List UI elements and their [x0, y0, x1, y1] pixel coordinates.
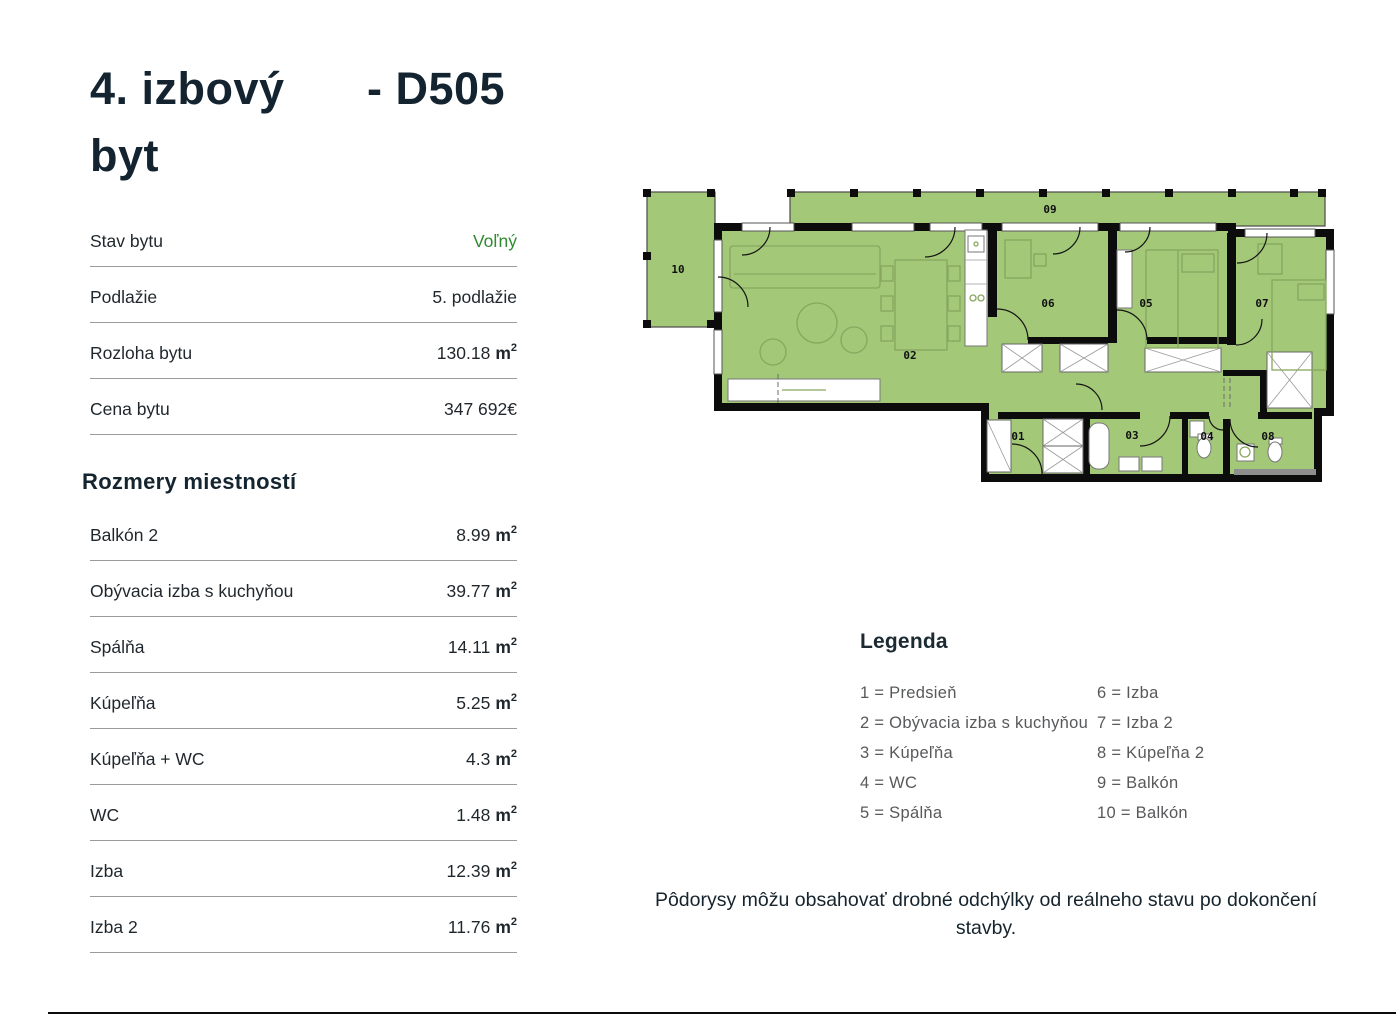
unit-label: $m^2$ — [495, 692, 517, 713]
balcony-9-area — [790, 192, 1325, 226]
row-value: Voľný — [472, 231, 517, 251]
table-row — [90, 505, 517, 561]
row-label: WC — [90, 805, 120, 825]
table-row — [90, 729, 517, 785]
unit-label: $m^2$ — [495, 804, 517, 825]
room-label: 01 — [1011, 430, 1025, 443]
row-label: Izba — [90, 861, 124, 881]
table-row — [90, 841, 517, 897]
legend-item: 9 = Balkón — [1097, 774, 1179, 792]
balcony-10-area — [647, 192, 715, 327]
unit-superscript: 2 — [510, 804, 517, 817]
row-label: Cena bytu — [90, 399, 170, 419]
legend-item: 10 = Balkón — [1097, 804, 1188, 822]
unit-label: $m^2$ — [495, 860, 517, 881]
table-row — [90, 211, 517, 267]
row-value: 11.76 $m^2$ — [447, 916, 517, 937]
legend-item: 6 = Izba — [1097, 684, 1159, 702]
apartment-title — [90, 55, 517, 189]
table-row — [90, 617, 517, 673]
row-label: Spálňa — [90, 637, 145, 657]
apartment-number: - D505 — [367, 63, 506, 114]
row-label: Rozloha bytu — [90, 343, 193, 363]
legend-item: 3 = Kúpeľňa — [860, 744, 953, 762]
row-label: Stav bytu — [90, 231, 163, 251]
row-label: Balkón 2 — [90, 525, 159, 545]
row-value: 4.3 $m^2$ — [465, 748, 517, 769]
table-row — [90, 267, 517, 323]
unit-label: $m^2$ — [495, 524, 517, 545]
rooms-heading: Rozmery miestností — [82, 469, 297, 494]
legend-item: 4 = WC — [860, 774, 918, 792]
unit-superscript: 2 — [510, 342, 517, 355]
room-label: 05 — [1139, 297, 1153, 310]
room-label: 03 — [1125, 429, 1139, 442]
room-label: 08 — [1261, 430, 1275, 443]
unit-label: $m^2$ — [495, 580, 517, 601]
table-row — [90, 561, 517, 617]
unit-label: $m^2$ — [495, 636, 517, 657]
row-value: 347 692€ — [444, 399, 517, 419]
unit-superscript: 2 — [510, 636, 517, 649]
unit-superscript: 2 — [510, 524, 517, 537]
unit-superscript: 2 — [510, 692, 517, 705]
row-value: 14.11 $m^2$ — [447, 636, 517, 657]
unit-label: $m^2$ — [495, 916, 517, 937]
legend-column-2 — [1097, 678, 1330, 828]
room-table — [90, 505, 517, 953]
room-label: 09 — [1043, 203, 1057, 216]
left-panel — [82, 55, 517, 953]
row-label: Izba 2 — [90, 917, 138, 937]
row-value: 8.99 $m^2$ — [456, 524, 517, 545]
detail-table — [90, 211, 517, 435]
row-label: Kúpeľňa + WC — [90, 749, 205, 769]
legend-columns — [860, 678, 1330, 828]
row-value: 39.77 $m^2$ — [446, 580, 517, 601]
legend-column-1 — [860, 678, 1097, 828]
row-value: 1.48 $m^2$ — [456, 804, 517, 825]
table-row — [90, 379, 517, 435]
row-value: 130.18 $m^2$ — [436, 342, 517, 363]
unit-superscript: 2 — [510, 860, 517, 873]
legend-item: 2 = Obývacia izba s kuchyňou — [860, 714, 1089, 732]
row-value: 5. podlažie — [432, 287, 517, 307]
table-row — [90, 897, 517, 953]
row-value: 12.39 $m^2$ — [446, 860, 517, 881]
legend-item: 5 = Spálňa — [860, 804, 943, 822]
row-value: 5.25 $m^2$ — [456, 692, 517, 713]
table-row — [90, 785, 517, 841]
legend-heading: Legenda — [860, 630, 948, 653]
floorplan-svg — [630, 180, 1340, 500]
room-label: 06 — [1041, 297, 1055, 310]
unit-label: $m^2$ — [495, 748, 517, 769]
legend-item: 1 = Predsieň — [860, 684, 957, 702]
legend — [860, 630, 1330, 828]
table-row — [90, 323, 517, 379]
apartment-type: 4. izbový byt — [90, 63, 285, 181]
table-row — [90, 673, 517, 729]
row-label: Obývacia izba s kuchyňou — [90, 581, 294, 601]
room-label: 07 — [1255, 297, 1269, 310]
legend-item: 7 = Izba 2 — [1097, 714, 1173, 732]
bottom-divider — [48, 1012, 1396, 1014]
legend-item: 8 = Kúpeľňa 2 — [1097, 744, 1205, 762]
floorplan — [630, 180, 1340, 500]
unit-superscript: 2 — [510, 748, 517, 761]
unit-superscript: 2 — [510, 580, 517, 593]
row-label: Kúpeľňa — [90, 693, 156, 713]
disclaimer-text: Pôdorysy môžu obsahovať drobné odchýlky od reálneho stavu po dokončení stavby. — [654, 889, 1318, 939]
room-label: 04 — [1200, 430, 1214, 443]
room-label: 02 — [903, 349, 917, 362]
room-label: 10 — [671, 263, 685, 276]
row-label: Podlažie — [90, 287, 158, 307]
unit-label: $m^2$ — [495, 342, 517, 363]
unit-superscript: 2 — [510, 916, 517, 929]
